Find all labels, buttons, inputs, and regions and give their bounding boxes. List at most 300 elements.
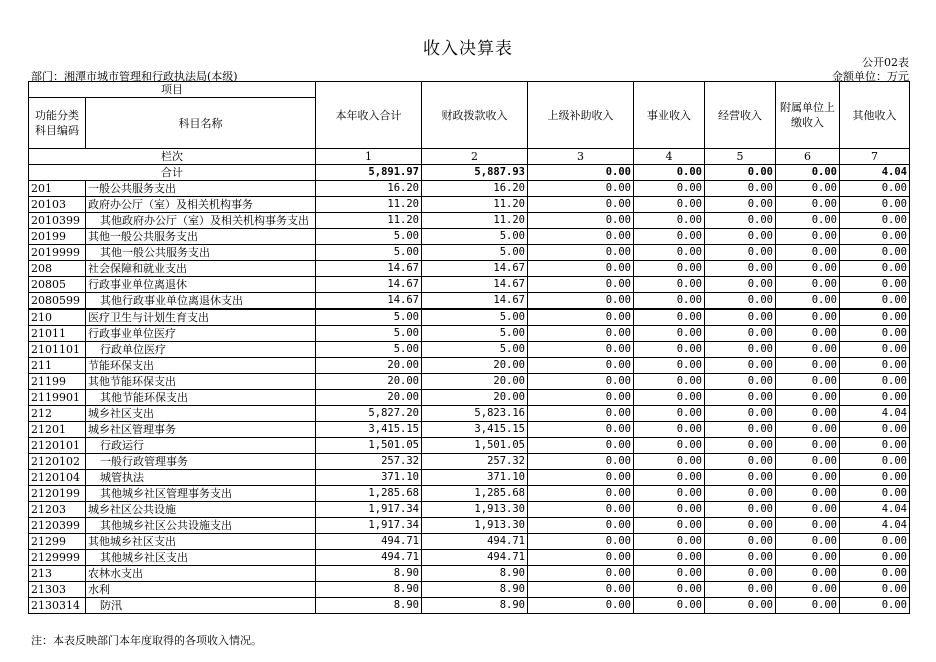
subject-code: 2120399 bbox=[29, 518, 86, 534]
value-cell: 0.00 bbox=[776, 598, 840, 614]
value-cell: 0.00 bbox=[705, 406, 776, 422]
value-cell: 0.00 bbox=[634, 550, 705, 566]
value-cell: 0.00 bbox=[776, 374, 840, 390]
value-cell: 4.04 bbox=[840, 502, 910, 518]
subject-code: 2010399 bbox=[29, 213, 86, 229]
table-row bbox=[29, 422, 910, 438]
value-cell: 11.20 bbox=[316, 197, 422, 213]
value-cell: 0.00 bbox=[776, 342, 840, 358]
value-cell: 8.90 bbox=[422, 582, 528, 598]
table-row bbox=[29, 550, 910, 566]
table-row bbox=[29, 454, 910, 470]
table-row bbox=[29, 309, 910, 326]
value-cell: 5.00 bbox=[422, 309, 528, 326]
value-cell: 3,415.15 bbox=[316, 422, 422, 438]
value-cell: 0.00 bbox=[634, 454, 705, 470]
subject-code: 21303 bbox=[29, 582, 86, 598]
total-cell: 0.00 bbox=[634, 165, 705, 181]
subject-code: 208 bbox=[29, 261, 86, 277]
value-cell: 0.00 bbox=[776, 518, 840, 534]
value-cell: 0.00 bbox=[776, 293, 840, 310]
value-cell: 14.67 bbox=[422, 293, 528, 310]
subject-name: 防汛 bbox=[86, 598, 316, 614]
value-cell: 0.00 bbox=[705, 582, 776, 598]
value-cell: 14.67 bbox=[422, 277, 528, 293]
value-cell: 0.00 bbox=[634, 374, 705, 390]
value-cell: 0.00 bbox=[528, 342, 634, 358]
value-cell: 0.00 bbox=[634, 406, 705, 422]
value-cell: 5.00 bbox=[422, 229, 528, 245]
value-cell: 5.00 bbox=[316, 309, 422, 326]
value-cell: 4.04 bbox=[840, 406, 910, 422]
table-row bbox=[29, 582, 910, 598]
total-cell: 0.00 bbox=[776, 165, 840, 181]
page-title: 收入决算表 bbox=[423, 39, 513, 59]
value-cell: 0.00 bbox=[705, 277, 776, 293]
value-cell: 0.00 bbox=[705, 534, 776, 550]
value-cell: 0.00 bbox=[705, 470, 776, 486]
table-row bbox=[29, 229, 910, 245]
value-cell: 0.00 bbox=[840, 342, 910, 358]
table-row bbox=[29, 358, 910, 374]
header-col3: 上级补助收入 bbox=[528, 82, 634, 149]
subject-code: 21011 bbox=[29, 326, 86, 342]
value-cell: 0.00 bbox=[528, 326, 634, 342]
value-cell: 0.00 bbox=[634, 486, 705, 502]
value-cell: 0.00 bbox=[840, 598, 910, 614]
subject-code: 20199 bbox=[29, 229, 86, 245]
value-cell: 16.20 bbox=[422, 181, 528, 197]
value-cell: 0.00 bbox=[634, 422, 705, 438]
header-col1: 本年收入合计 bbox=[316, 82, 422, 149]
value-cell: 0.00 bbox=[528, 406, 634, 422]
value-cell: 0.00 bbox=[840, 550, 910, 566]
subject-name: 其他城乡社区管理事务支出 bbox=[86, 486, 316, 502]
table-row bbox=[29, 342, 910, 358]
value-cell: 1,285.68 bbox=[316, 486, 422, 502]
value-cell: 0.00 bbox=[840, 454, 910, 470]
value-cell: 20.00 bbox=[316, 390, 422, 406]
subject-name: 其他节能环保支出 bbox=[86, 390, 316, 406]
value-cell: 11.20 bbox=[422, 213, 528, 229]
value-cell: 0.00 bbox=[634, 566, 705, 582]
value-cell: 20.00 bbox=[316, 358, 422, 374]
value-cell: 20.00 bbox=[316, 374, 422, 390]
subject-code: 2120199 bbox=[29, 486, 86, 502]
value-cell: 5.00 bbox=[316, 229, 422, 245]
subject-code: 21201 bbox=[29, 422, 86, 438]
total-label: 合计 bbox=[29, 165, 316, 181]
value-cell: 494.71 bbox=[316, 550, 422, 566]
header-col2: 财政拨款收入 bbox=[422, 82, 528, 149]
subject-code: 21199 bbox=[29, 374, 86, 390]
value-cell: 0.00 bbox=[776, 550, 840, 566]
value-cell: 0.00 bbox=[705, 566, 776, 582]
value-cell: 0.00 bbox=[776, 566, 840, 582]
value-cell: 4.04 bbox=[840, 518, 910, 534]
value-cell: 0.00 bbox=[840, 229, 910, 245]
value-cell: 0.00 bbox=[528, 358, 634, 374]
subject-code: 2080599 bbox=[29, 293, 86, 310]
subject-name: 城乡社区支出 bbox=[86, 406, 316, 422]
value-cell: 0.00 bbox=[634, 502, 705, 518]
header-subject-name: 科目名称 bbox=[86, 98, 316, 149]
value-cell: 0.00 bbox=[776, 181, 840, 197]
row-index: 1 bbox=[316, 149, 422, 165]
value-cell: 0.00 bbox=[776, 406, 840, 422]
table-row bbox=[29, 181, 910, 197]
table-row bbox=[29, 374, 910, 390]
value-cell: 0.00 bbox=[705, 598, 776, 614]
subject-code: 2120104 bbox=[29, 470, 86, 486]
value-cell: 14.67 bbox=[422, 261, 528, 277]
subject-name: 政府办公厅（室）及相关机构事务 bbox=[86, 197, 316, 213]
value-cell: 0.00 bbox=[776, 358, 840, 374]
value-cell: 8.90 bbox=[422, 566, 528, 582]
value-cell: 5,823.16 bbox=[422, 406, 528, 422]
value-cell: 0.00 bbox=[840, 582, 910, 598]
value-cell: 0.00 bbox=[776, 213, 840, 229]
value-cell: 0.00 bbox=[776, 390, 840, 406]
row-index: 7 bbox=[840, 149, 910, 165]
form-number: 公开02表 bbox=[862, 56, 909, 69]
value-cell: 0.00 bbox=[528, 390, 634, 406]
subject-name: 其他行政事业单位离退休支出 bbox=[86, 293, 316, 310]
value-cell: 0.00 bbox=[634, 390, 705, 406]
value-cell: 0.00 bbox=[840, 358, 910, 374]
value-cell: 3,415.15 bbox=[422, 422, 528, 438]
value-cell: 0.00 bbox=[840, 213, 910, 229]
value-cell: 8.90 bbox=[316, 598, 422, 614]
value-cell: 0.00 bbox=[634, 326, 705, 342]
subject-code: 213 bbox=[29, 566, 86, 582]
value-cell: 0.00 bbox=[528, 374, 634, 390]
value-cell: 5.00 bbox=[422, 326, 528, 342]
subject-name: 行政事业单位医疗 bbox=[86, 326, 316, 342]
table-row bbox=[29, 326, 910, 342]
value-cell: 5.00 bbox=[316, 245, 422, 261]
row-index: 4 bbox=[634, 149, 705, 165]
table-row bbox=[29, 245, 910, 261]
department-label: 部门：湘潭市城市管理和行政执法局(本级) bbox=[31, 70, 238, 83]
value-cell: 0.00 bbox=[528, 293, 634, 310]
subject-code: 2019999 bbox=[29, 245, 86, 261]
value-cell: 0.00 bbox=[840, 422, 910, 438]
table-row bbox=[29, 518, 910, 534]
value-cell: 0.00 bbox=[776, 197, 840, 213]
value-cell: 0.00 bbox=[634, 534, 705, 550]
subject-name: 一般行政管理事务 bbox=[86, 454, 316, 470]
subject-name: 城乡社区管理事务 bbox=[86, 422, 316, 438]
subject-code: 2129999 bbox=[29, 550, 86, 566]
value-cell: 0.00 bbox=[705, 229, 776, 245]
value-cell: 0.00 bbox=[528, 454, 634, 470]
value-cell: 0.00 bbox=[840, 390, 910, 406]
value-cell: 494.71 bbox=[316, 534, 422, 550]
table-row bbox=[29, 534, 910, 550]
value-cell: 0.00 bbox=[705, 181, 776, 197]
value-cell: 1,913.30 bbox=[422, 502, 528, 518]
value-cell: 0.00 bbox=[634, 582, 705, 598]
subject-name: 行政运行 bbox=[86, 438, 316, 454]
table-row bbox=[29, 390, 910, 406]
value-cell: 5.00 bbox=[316, 326, 422, 342]
subject-code: 211 bbox=[29, 358, 86, 374]
header-func-code: 功能分类 科目编码 bbox=[29, 98, 86, 149]
subject-name: 城管执法 bbox=[86, 470, 316, 486]
value-cell: 0.00 bbox=[776, 486, 840, 502]
value-cell: 0.00 bbox=[840, 470, 910, 486]
value-cell: 0.00 bbox=[528, 582, 634, 598]
value-cell: 0.00 bbox=[528, 213, 634, 229]
value-cell: 0.00 bbox=[705, 550, 776, 566]
value-cell: 257.32 bbox=[316, 454, 422, 470]
value-cell: 0.00 bbox=[840, 245, 910, 261]
value-cell: 0.00 bbox=[528, 229, 634, 245]
subject-name: 农林水支出 bbox=[86, 566, 316, 582]
value-cell: 0.00 bbox=[705, 486, 776, 502]
value-cell: 0.00 bbox=[776, 438, 840, 454]
value-cell: 371.10 bbox=[316, 470, 422, 486]
value-cell: 0.00 bbox=[528, 277, 634, 293]
value-cell: 0.00 bbox=[776, 470, 840, 486]
table-row bbox=[29, 261, 910, 277]
value-cell: 0.00 bbox=[634, 293, 705, 310]
value-cell: 11.20 bbox=[316, 213, 422, 229]
subject-code: 21203 bbox=[29, 502, 86, 518]
value-cell: 0.00 bbox=[705, 213, 776, 229]
value-cell: 1,917.34 bbox=[316, 518, 422, 534]
value-cell: 1,913.30 bbox=[422, 518, 528, 534]
value-cell: 1,501.05 bbox=[316, 438, 422, 454]
value-cell: 8.90 bbox=[316, 566, 422, 582]
value-cell: 5,827.20 bbox=[316, 406, 422, 422]
row-index: 6 bbox=[776, 149, 840, 165]
header-col5: 经营收入 bbox=[705, 82, 776, 149]
value-cell: 0.00 bbox=[776, 502, 840, 518]
value-cell: 257.32 bbox=[422, 454, 528, 470]
value-cell: 0.00 bbox=[840, 566, 910, 582]
value-cell: 1,917.34 bbox=[316, 502, 422, 518]
value-cell: 0.00 bbox=[776, 534, 840, 550]
subject-name: 节能环保支出 bbox=[86, 358, 316, 374]
value-cell: 0.00 bbox=[705, 342, 776, 358]
table-row bbox=[29, 486, 910, 502]
value-cell: 20.00 bbox=[422, 374, 528, 390]
table-row bbox=[29, 197, 910, 213]
table-row bbox=[29, 502, 910, 518]
subject-name: 其他城乡社区支出 bbox=[86, 550, 316, 566]
value-cell: 0.00 bbox=[840, 293, 910, 310]
value-cell: 0.00 bbox=[634, 181, 705, 197]
value-cell: 0.00 bbox=[528, 534, 634, 550]
value-cell: 0.00 bbox=[705, 454, 776, 470]
value-cell: 494.71 bbox=[422, 534, 528, 550]
subject-code: 2120101 bbox=[29, 438, 86, 454]
value-cell: 0.00 bbox=[776, 309, 840, 326]
value-cell: 0.00 bbox=[776, 229, 840, 245]
subject-name: 行政事业单位离退休 bbox=[86, 277, 316, 293]
footnote: 注：本表反映部门本年度取得的各项收入情况。 bbox=[31, 634, 262, 647]
value-cell: 0.00 bbox=[634, 438, 705, 454]
value-cell: 8.90 bbox=[316, 582, 422, 598]
income-table bbox=[28, 81, 910, 614]
subject-code: 20805 bbox=[29, 277, 86, 293]
value-cell: 0.00 bbox=[634, 229, 705, 245]
subject-code: 20103 bbox=[29, 197, 86, 213]
value-cell: 0.00 bbox=[634, 518, 705, 534]
unit-label: 金额单位：万元 bbox=[832, 70, 909, 83]
value-cell: 0.00 bbox=[705, 438, 776, 454]
value-cell: 0.00 bbox=[776, 422, 840, 438]
subject-code: 2120102 bbox=[29, 454, 86, 470]
value-cell: 0.00 bbox=[840, 326, 910, 342]
header-col7: 其他收入 bbox=[840, 82, 910, 149]
subject-name: 一般公共服务支出 bbox=[86, 181, 316, 197]
subject-code: 2101101 bbox=[29, 342, 86, 358]
value-cell: 0.00 bbox=[705, 261, 776, 277]
value-cell: 0.00 bbox=[528, 518, 634, 534]
value-cell: 0.00 bbox=[840, 309, 910, 326]
value-cell: 0.00 bbox=[776, 326, 840, 342]
row-index: 5 bbox=[705, 149, 776, 165]
value-cell: 494.71 bbox=[422, 550, 528, 566]
table-row bbox=[29, 438, 910, 454]
value-cell: 5.00 bbox=[422, 245, 528, 261]
row-index-label: 栏次 bbox=[29, 149, 316, 165]
value-cell: 14.67 bbox=[316, 277, 422, 293]
value-cell: 371.10 bbox=[422, 470, 528, 486]
subject-code: 201 bbox=[29, 181, 86, 197]
value-cell: 0.00 bbox=[776, 261, 840, 277]
subject-name: 其他一般公共服务支出 bbox=[86, 229, 316, 245]
header-col6: 附属单位上缴收入 bbox=[776, 82, 840, 149]
value-cell: 0.00 bbox=[705, 326, 776, 342]
subject-code: 2130314 bbox=[29, 598, 86, 614]
subject-name: 其他城乡社区支出 bbox=[86, 534, 316, 550]
total-cell: 5,891.97 bbox=[316, 165, 422, 181]
value-cell: 0.00 bbox=[840, 534, 910, 550]
value-cell: 0.00 bbox=[528, 422, 634, 438]
table-row bbox=[29, 277, 910, 293]
value-cell: 0.00 bbox=[840, 261, 910, 277]
value-cell: 0.00 bbox=[528, 470, 634, 486]
value-cell: 0.00 bbox=[528, 309, 634, 326]
value-cell: 0.00 bbox=[705, 245, 776, 261]
value-cell: 0.00 bbox=[776, 454, 840, 470]
value-cell: 0.00 bbox=[840, 277, 910, 293]
table-row bbox=[29, 213, 910, 229]
value-cell: 0.00 bbox=[634, 470, 705, 486]
value-cell: 0.00 bbox=[705, 309, 776, 326]
value-cell: 0.00 bbox=[840, 181, 910, 197]
value-cell: 0.00 bbox=[528, 181, 634, 197]
value-cell: 0.00 bbox=[705, 374, 776, 390]
value-cell: 0.00 bbox=[634, 277, 705, 293]
value-cell: 8.90 bbox=[422, 598, 528, 614]
total-cell: 0.00 bbox=[528, 165, 634, 181]
value-cell: 0.00 bbox=[634, 598, 705, 614]
value-cell: 0.00 bbox=[705, 390, 776, 406]
value-cell: 5.00 bbox=[422, 342, 528, 358]
row-index: 3 bbox=[528, 149, 634, 165]
header-project: 项目 bbox=[29, 82, 316, 98]
table-row bbox=[29, 406, 910, 422]
value-cell: 0.00 bbox=[776, 582, 840, 598]
value-cell: 0.00 bbox=[528, 550, 634, 566]
total-cell: 4.04 bbox=[840, 165, 910, 181]
subject-name: 城乡社区公共设施 bbox=[86, 502, 316, 518]
table-row bbox=[29, 470, 910, 486]
subject-name: 社会保障和就业支出 bbox=[86, 261, 316, 277]
value-cell: 16.20 bbox=[316, 181, 422, 197]
subject-name: 医疗卫生与计划生育支出 bbox=[86, 309, 316, 326]
value-cell: 11.20 bbox=[422, 197, 528, 213]
table-row bbox=[29, 598, 910, 614]
value-cell: 1,285.68 bbox=[422, 486, 528, 502]
value-cell: 0.00 bbox=[528, 261, 634, 277]
subject-name: 其他一般公共服务支出 bbox=[86, 245, 316, 261]
value-cell: 20.00 bbox=[422, 390, 528, 406]
value-cell: 0.00 bbox=[634, 213, 705, 229]
value-cell: 20.00 bbox=[422, 358, 528, 374]
value-cell: 0.00 bbox=[776, 245, 840, 261]
value-cell: 0.00 bbox=[705, 197, 776, 213]
value-cell: 5.00 bbox=[316, 342, 422, 358]
value-cell: 1,501.05 bbox=[422, 438, 528, 454]
subject-code: 2119901 bbox=[29, 390, 86, 406]
value-cell: 0.00 bbox=[840, 197, 910, 213]
header-col4: 事业收入 bbox=[634, 82, 705, 149]
subject-name: 行政单位医疗 bbox=[86, 342, 316, 358]
value-cell: 14.67 bbox=[316, 293, 422, 310]
value-cell: 0.00 bbox=[840, 486, 910, 502]
total-cell: 5,887.93 bbox=[422, 165, 528, 181]
subject-code: 210 bbox=[29, 309, 86, 326]
value-cell: 0.00 bbox=[634, 342, 705, 358]
table-row bbox=[29, 293, 910, 310]
row-index: 2 bbox=[422, 149, 528, 165]
value-cell: 0.00 bbox=[528, 566, 634, 582]
subject-name: 水利 bbox=[86, 582, 316, 598]
value-cell: 0.00 bbox=[840, 438, 910, 454]
subject-name: 其他节能环保支出 bbox=[86, 374, 316, 390]
value-cell: 0.00 bbox=[705, 422, 776, 438]
value-cell: 0.00 bbox=[705, 502, 776, 518]
table-row bbox=[29, 566, 910, 582]
value-cell: 0.00 bbox=[528, 245, 634, 261]
value-cell: 0.00 bbox=[528, 438, 634, 454]
subject-name: 其他政府办公厅（室）及相关机构事务支出 bbox=[86, 213, 316, 229]
value-cell: 0.00 bbox=[634, 197, 705, 213]
value-cell: 0.00 bbox=[705, 358, 776, 374]
value-cell: 0.00 bbox=[528, 197, 634, 213]
subject-code: 21299 bbox=[29, 534, 86, 550]
total-cell: 0.00 bbox=[705, 165, 776, 181]
value-cell: 0.00 bbox=[528, 486, 634, 502]
value-cell: 0.00 bbox=[776, 277, 840, 293]
value-cell: 0.00 bbox=[634, 245, 705, 261]
value-cell: 0.00 bbox=[840, 374, 910, 390]
value-cell: 0.00 bbox=[634, 358, 705, 374]
value-cell: 0.00 bbox=[528, 502, 634, 518]
subject-name: 其他城乡社区公共设施支出 bbox=[86, 518, 316, 534]
value-cell: 0.00 bbox=[634, 261, 705, 277]
value-cell: 0.00 bbox=[528, 598, 634, 614]
value-cell: 0.00 bbox=[634, 309, 705, 326]
subject-code: 212 bbox=[29, 406, 86, 422]
value-cell: 14.67 bbox=[316, 261, 422, 277]
